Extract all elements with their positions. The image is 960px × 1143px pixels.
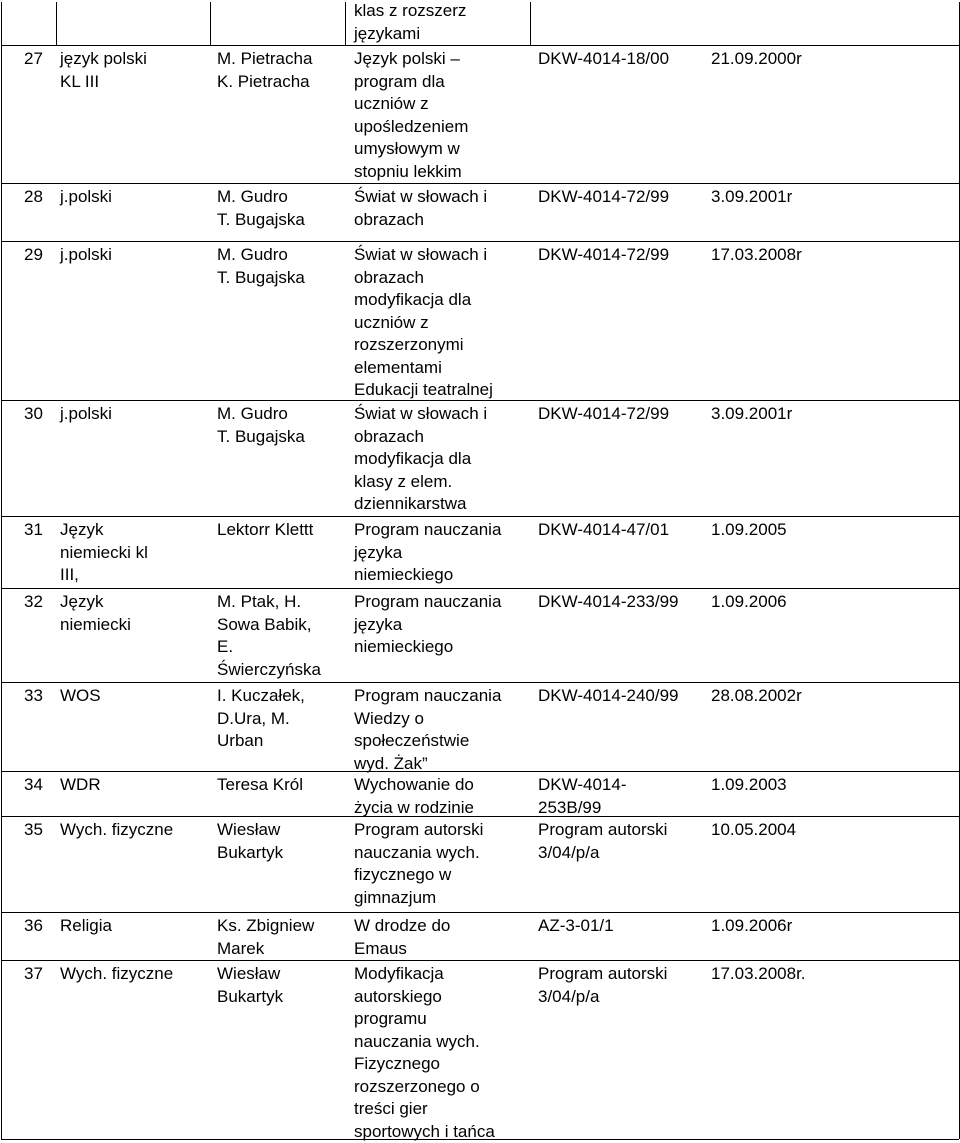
cell-number: Program autorski 3/04/p/a	[538, 964, 668, 1006]
cell-number: DKW-4014-72/99	[538, 245, 670, 264]
cell-date: 1.09.2006	[711, 592, 787, 611]
cell-nr: 36	[24, 916, 43, 935]
cell-nr: 35	[24, 820, 43, 839]
row-divider	[1, 682, 959, 683]
cell-program: Świat w słowach i obrazach	[354, 187, 488, 229]
cell-subject: Wych. fizyczne	[60, 964, 174, 983]
cell-program: W drodze do Emaus	[354, 916, 451, 958]
cell-date: 17.03.2008r	[711, 245, 802, 264]
cell-date: 1.09.2005	[711, 520, 787, 539]
cell-program: Język polski – program dla uczniów z upośledzeniem umysłowym w stopniu lekkim	[354, 49, 469, 181]
cell-program: Wychowanie do życia w rodzinie	[354, 775, 474, 817]
row-divider	[1, 516, 959, 517]
row-divider	[1, 816, 959, 817]
cell-nr: 28	[24, 187, 43, 206]
cell-subject: Język niemiecki kl III,	[60, 520, 148, 584]
cell-program: Program autorski nauczania wych. fizycznego w gimnazjum	[354, 820, 484, 907]
cell-nr: 34	[24, 775, 43, 794]
cell-author: M. Gudro T. Bugajska	[217, 245, 305, 287]
cell-date: 1.09.2006r	[711, 916, 793, 935]
cell-number: DKW-4014-233/99	[538, 592, 679, 611]
column-divider	[530, 2, 531, 45]
cell-program: klas z rozszerz językami	[354, 1, 467, 43]
cell-program: Modyfikacja autorskiego programu nauczania wych. Fizycznego rozszerzonego o treści gier sportowych i tańca	[354, 964, 495, 1141]
cell-subject: WDR	[60, 775, 101, 794]
cell-date: 28.08.2002r	[711, 686, 802, 705]
cell-nr: 32	[24, 592, 43, 611]
cell-subject: WOS	[60, 686, 101, 705]
cell-author: Lektorr Klettt	[217, 520, 314, 539]
cell-program: Program nauczania języka niemieckiego	[354, 592, 502, 656]
cell-subject: Język niemiecki	[60, 592, 131, 634]
cell-author: Ks. Zbigniew Marek	[217, 916, 315, 958]
cell-number: DKW-4014-72/99	[538, 187, 670, 206]
cell-number: DKW-4014-18/00	[538, 49, 670, 68]
column-divider	[345, 2, 346, 45]
row-divider	[1, 241, 959, 242]
cell-nr: 27	[24, 49, 43, 68]
cell-date: 3.09.2001r	[711, 187, 793, 206]
cell-number: DKW-4014-240/99	[538, 686, 679, 705]
cell-nr: 31	[24, 520, 43, 539]
row-divider	[1, 960, 959, 961]
cell-date: 1.09.2003	[711, 775, 787, 794]
table-border-left	[1, 2, 2, 1139]
cell-author: Wiesław Bukartyk	[217, 820, 284, 862]
row-divider	[1, 183, 959, 184]
cell-author: M. Pietracha K. Pietracha	[217, 49, 313, 91]
row-divider	[1, 912, 959, 913]
column-divider	[56, 2, 57, 45]
cell-date: 3.09.2001r	[711, 404, 793, 423]
cell-subject: j.polski	[60, 245, 112, 264]
cell-subject: język polski KL III	[60, 49, 147, 91]
cell-date: 10.05.2004	[711, 820, 797, 839]
cell-subject: Religia	[60, 916, 112, 935]
cell-author: M. Gudro T. Bugajska	[217, 187, 305, 229]
cell-author: I. Kuczałek, D.Ura, M. Urban	[217, 686, 305, 750]
cell-number: DKW-4014-72/99	[538, 404, 670, 423]
cell-number: AZ-3-01/1	[538, 916, 614, 935]
cell-program: Program nauczania Wiedzy o społeczeństwie wyd. Żak”	[354, 686, 502, 773]
cell-nr: 30	[24, 404, 43, 423]
column-divider	[210, 2, 211, 45]
cell-date: 17.03.2008r.	[711, 964, 806, 983]
cell-nr: 37	[24, 964, 43, 983]
row-divider	[1, 45, 959, 46]
cell-nr: 33	[24, 686, 43, 705]
cell-number: DKW-4014-47/01	[538, 520, 670, 539]
cell-program: Program nauczania języka niemieckiego	[354, 520, 502, 584]
cell-date: 21.09.2000r	[711, 49, 802, 68]
cell-author: Wiesław Bukartyk	[217, 964, 284, 1006]
cell-number: Program autorski 3/04/p/a	[538, 820, 668, 862]
cell-author: Teresa Król	[217, 775, 303, 794]
cell-program: Świat w słowach i obrazach modyfikacja dla klasy z elem. dziennikarstwa	[354, 404, 488, 513]
cell-subject: j.polski	[60, 187, 112, 206]
cell-program: Świat w słowach i obrazach modyfikacja dla uczniów z rozszerzonymi elementami Edukacji teatralnej	[354, 245, 493, 399]
cell-subject: Wych. fizyczne	[60, 820, 174, 839]
cell-nr: 29	[24, 245, 43, 264]
cell-author: M. Ptak, H. Sowa Babik, E. Świerczyńska	[217, 592, 321, 679]
cell-subject: j.polski	[60, 404, 112, 423]
cell-number: DKW-4014- 253B/99	[538, 775, 627, 817]
cell-author: M. Gudro T. Bugajska	[217, 404, 305, 446]
row-divider	[1, 588, 959, 589]
